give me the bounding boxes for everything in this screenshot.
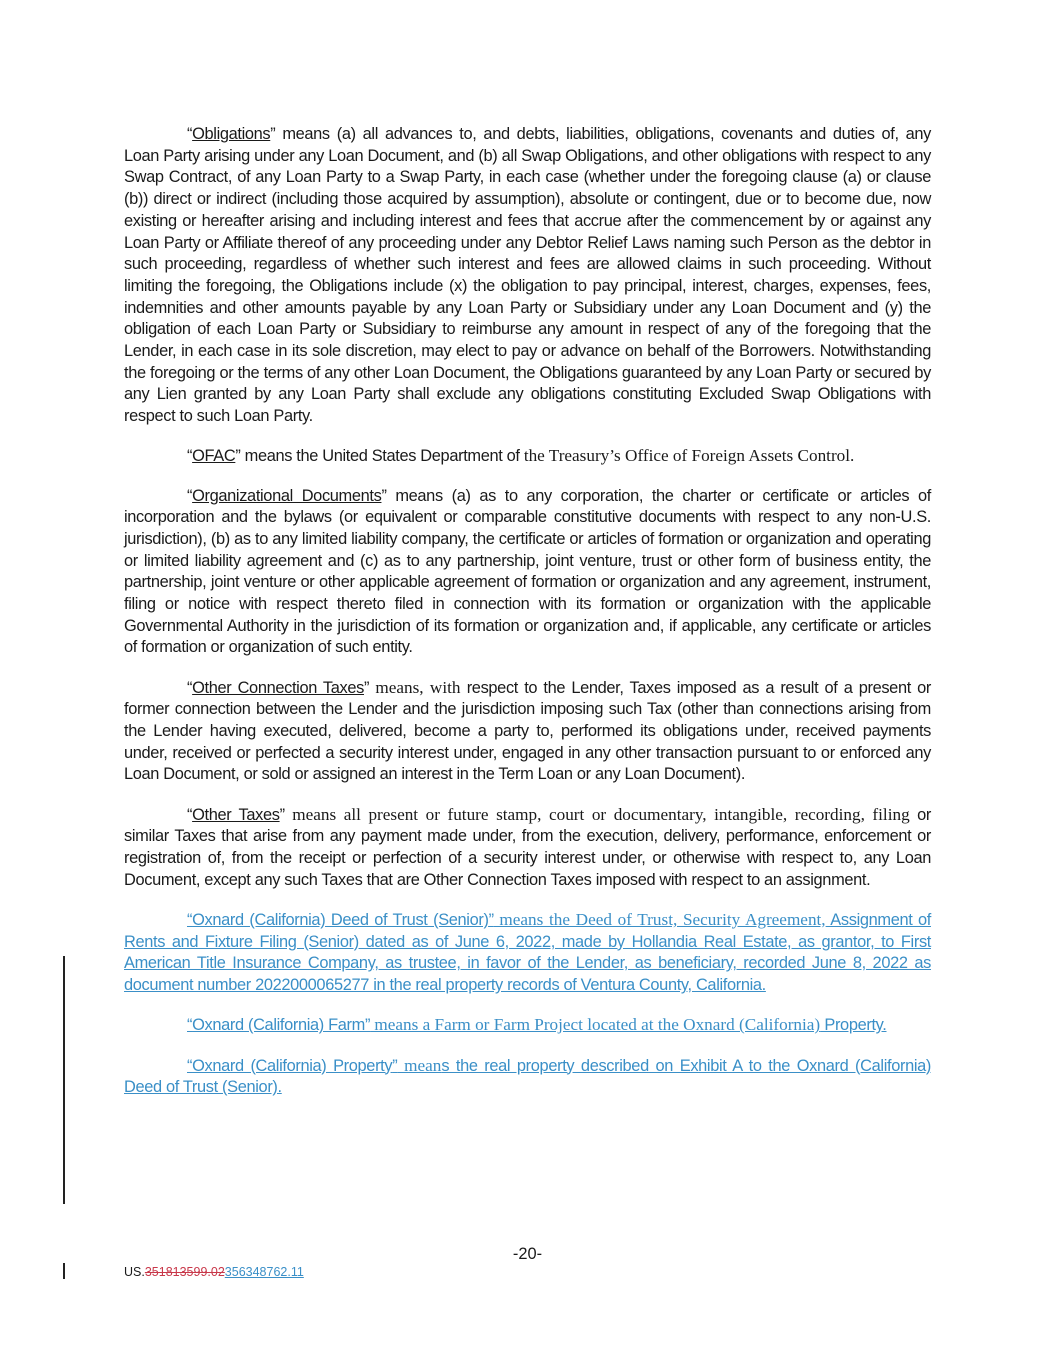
open-quote: “	[187, 447, 193, 466]
close-quote: ”	[364, 1016, 371, 1035]
definition-organizational-documents	[124, 486, 931, 660]
definition-text: s the real property described on Exhibit A to the Oxnard (California) Deed of Trust (Senior).	[124, 1056, 931, 1097]
doc-id-inserted: 356348762.11	[224, 1265, 304, 1279]
open-quote: “	[187, 486, 193, 505]
defined-term: Oxnard (California) Property	[192, 1056, 393, 1075]
open-quote: “	[187, 678, 193, 697]
definition-oxnard-deed-of-trust-inserted	[124, 909, 931, 997]
definition-ofac	[124, 445, 931, 468]
definition-other-taxes	[124, 804, 931, 892]
doc-id-deleted: 351813599.02	[144, 1265, 225, 1279]
definition-oxnard-property-inserted	[124, 1055, 931, 1099]
open-quote: “	[187, 805, 193, 824]
document-id	[124, 1265, 304, 1279]
definition-text: means (a) as to any corporation, the charter or certificate or articles of incorporation and the bylaws (or equivalent or comparable constitutive documents with respect to any non-U.S. jurisdiction), (b) as to any limited liability company, the certificate or articles of formation or organization and operating or limited liability agreement and (c) as to any partnership, joint venture, trust or other form of business entity, the partnership, joint venture or other applicable agreement of formation or organization and any agreement, instrument, filing or notice with respect thereto filed in connection with its formation or organization with the applicable Governmental Authority in the jurisdiction of its formation or organization and, if applicable, any certificate or articles of formation or organization of such entity.	[124, 486, 931, 657]
definition-text: Property.	[820, 1016, 887, 1035]
close-quote: ”	[270, 125, 276, 143]
definition-text-serif: means the Deed of Trust, Security Agreement,	[493, 910, 826, 929]
close-quote: ”	[363, 678, 370, 697]
revision-change-bar	[63, 956, 65, 1204]
open-quote: “	[187, 1016, 193, 1035]
definition-other-connection-taxes	[124, 677, 931, 787]
definition-text: Assignment of Rents and Fixture Filing (Senior) dated as of June 6, 2022, made by Hollandia Real Estate, as grantor, to First American Title Insurance Company, as trustee, in favor of the Lender, as beneficiary, recorded June 8, 2022 as document number 2022000065277 in the real property records of Ventura County, California.	[124, 911, 931, 995]
defined-term: Other Taxes	[192, 805, 280, 824]
definition-text-serif: mean	[397, 1055, 442, 1075]
definition-oxnard-farm-inserted	[124, 1014, 931, 1037]
definition-text-serif: the Treasury’s Office of Foreign Assets Control.	[523, 446, 855, 466]
defined-term: Other Connection Taxes	[192, 678, 364, 697]
defined-term: Oxnard (California) Deed of Trust (Senior)	[192, 911, 489, 929]
defined-term: Oxnard (California) Farm	[192, 1016, 365, 1035]
defined-term: OFAC	[192, 447, 236, 466]
close-quote: ”	[279, 805, 285, 824]
defined-term: Obligations	[192, 125, 271, 143]
definition-obligations	[124, 124, 931, 428]
definition-text: means (a) all advances to, and debts, liabilities, obligations, covenants and duties of, any Loan Party arising under any Loan Document, and (b) all Swap Obligations, and other obligations with respect to any Swap Contract, of any Loan Party to a Swap Party, in each case (whether under the foregoing clause (a) or clause (b)) direct or indirect (including those acquired by assumption), absolute or contingent, due or to become due, now existing or hereafter arising and including interest and fees that accrue after the commencement by or against any Loan Party or Affiliate thereof of any proceeding under any Debtor Relief Laws naming such Person as the debtor in such proceeding, regardless of whether such interest and fees are allowed claims in such proceeding. Without limiting the foregoing, the Obligations include (x) the obligation to pay principal, interest, charges, expenses, fees, indemnities and other amounts payable by any Loan Party or Subsidiary under any Loan Document and (y) the obligation of each Loan Party or Subsidiary to reimburse any amount in respect of any of the foregoing that the Lender, in each case in its sole discretion, may elect to pay or advance on behalf of the Borrowers. Notwithstanding the foregoing or the terms of any other Loan Document, the Obligations guaranteed by any Loan Party or secured by any Lien granted by any Loan Party shall exclude any obligations constituting Excluded Swap Obligations with respect to such Loan Party.	[124, 125, 931, 426]
close-quote: ”	[392, 1056, 398, 1075]
definition-text-serif: means a Farm or Farm Project located at the Oxnard (California)	[370, 1015, 821, 1035]
defined-term: Organizational Documents	[192, 486, 382, 505]
close-quote: ”	[381, 486, 387, 505]
definition-text-serif: means all present or future stamp, court or documentary, intangible, recording, filing	[284, 804, 910, 824]
definition-text-serif: means, with	[369, 677, 461, 697]
definition-text: or similar Taxes that arise from any payment made under, from the execution, delivery, performance, enforcement or registration of, from the receipt or perfection of a security interest under, or otherwise with respect to, any Loan Document, except any such Taxes that are Other Connection Taxes imposed with respect to an assignment.	[124, 805, 932, 889]
open-quote: “	[187, 125, 193, 143]
footer-change-bar	[63, 1263, 65, 1279]
open-quote: “	[187, 911, 193, 929]
page-number: -20-	[512, 1245, 543, 1263]
definition-text: means the United States Department of	[240, 447, 524, 466]
open-quote: “	[187, 1056, 193, 1075]
close-quote: ”	[488, 911, 494, 929]
close-quote: ”	[235, 447, 241, 466]
definition-text: respect to the Lender, Taxes imposed as a result of a present or former connection between the Lender and the jurisdiction imposing such Tax (other than connections arising from the Lender having executed, delivered, become a party to, performed its obligations under, received payments under, received or perfected a security interest under, engaged in any other transaction pursuant to or enforced any Loan Document, or sold or assigned an interest in the Term Loan or any Loan Document).	[124, 678, 932, 784]
doc-id-prefix: US.	[124, 1265, 145, 1279]
document-body	[124, 124, 931, 1116]
